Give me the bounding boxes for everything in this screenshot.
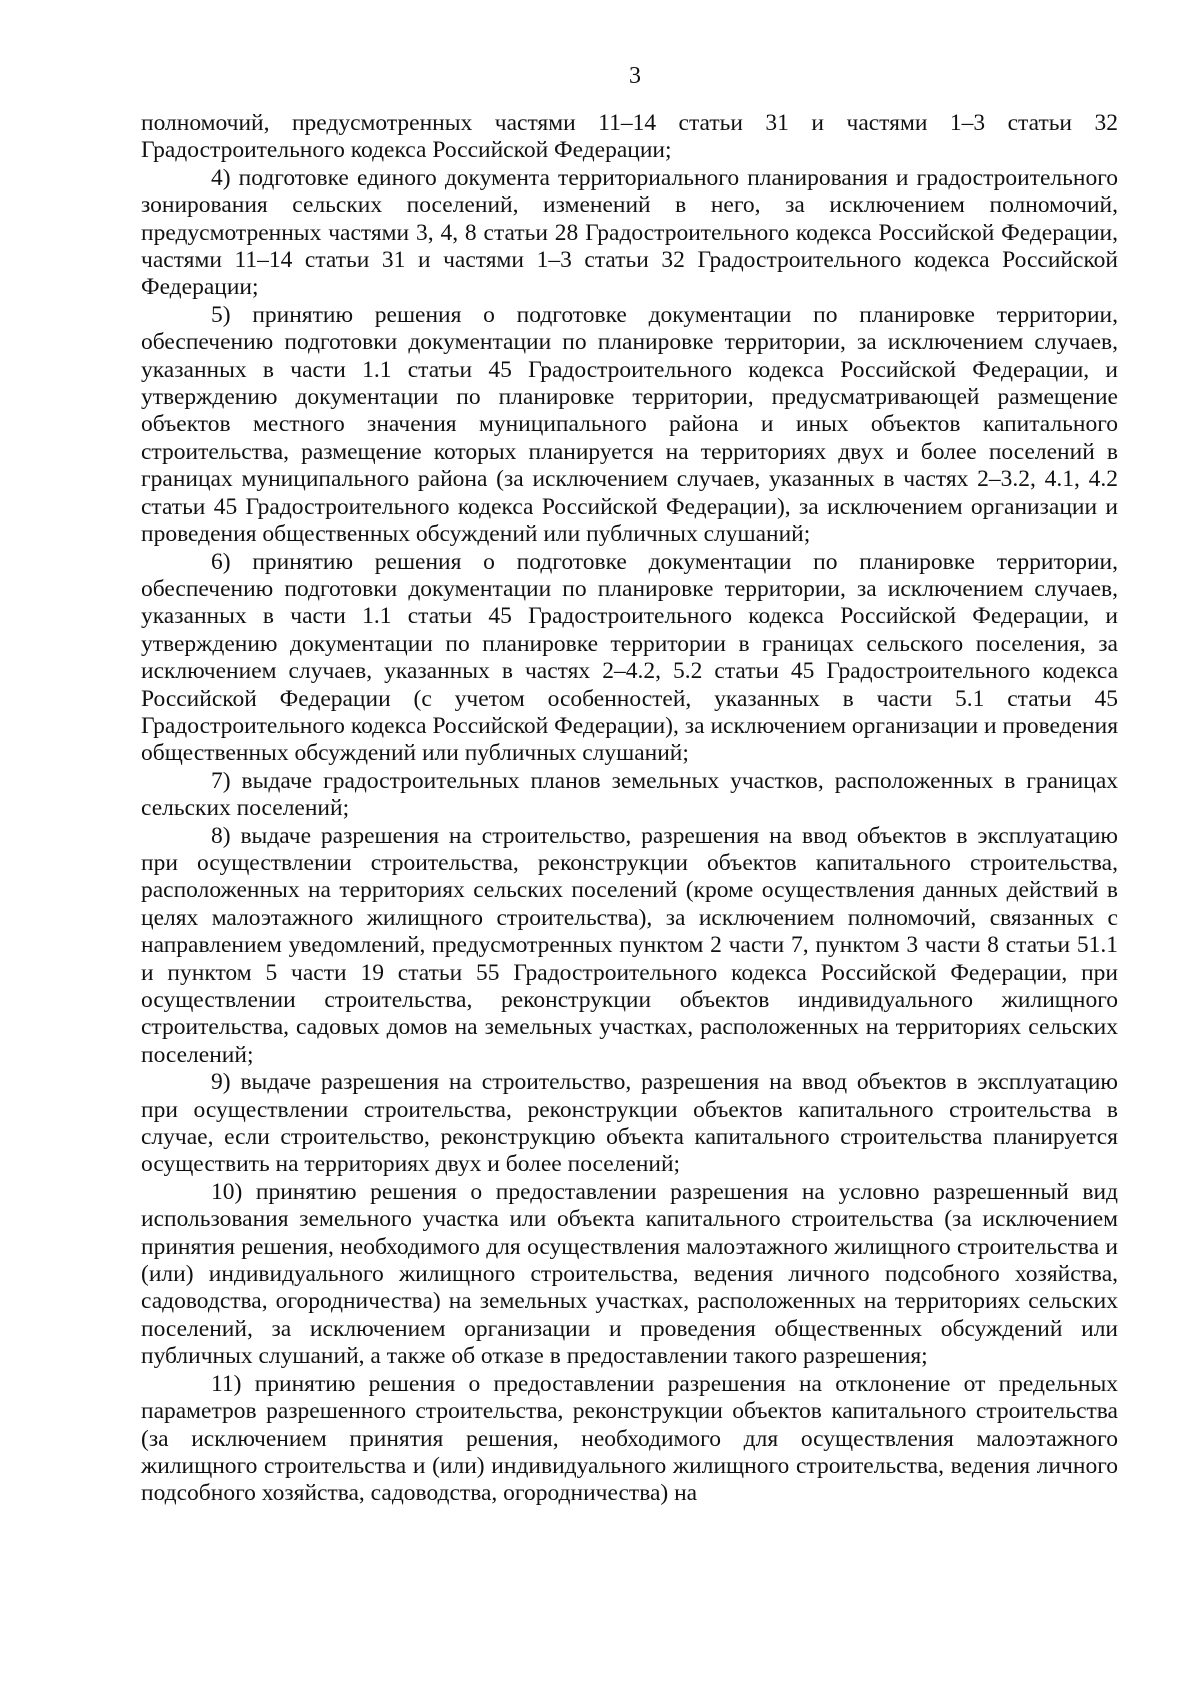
document-body [141,110,1118,1508]
page-number: 3 [629,63,641,89]
paragraph-item-5: 5) принятию решения о подготовке документации по планировке территории, обеспечению подготовки документации по планировке территории, за исключением случаев, указанных в части 1.1 статьи 45 Градостроительного кодекса Российской Федерации, и утверждению документации по планировке территории, предусматривающей размещение объектов местного значения муниципального района и иных объектов капитального строительства, размещение которых планируется на территориях двух и более поселений в границах муниципального района (за исключением случаев, указанных в частях 2–3.2, 4.1, 4.2 статьи 45 Градостроительного кодекса Российской Федерации), за исключением организации и проведения общественных обсуждений или публичных слушаний; [141,301,1118,548]
paragraph-item-4: 4) подготовке единого документа территориального планирования и градостроительного зонирования сельских поселений, изменений в него, за исключением полномочий, предусмотренных частями 3, 4, 8 статьи 28 Градостроительного кодекса Российской Федерации, частями 11–14 статьи 31 и частями 1–3 статьи 32 Градостроительного кодекса Российской Федерации; [141,164,1118,301]
paragraph-item-7: 7) выдаче градостроительных планов земельных участков, расположенных в границах сельских поселений; [141,767,1118,822]
paragraph-item-10: 10) принятию решения о предоставлении разрешения на условно разрешенный вид использования земельного участка или объекта капитального строительства (за исключением принятия решения, необходимого для осуществления малоэтажного жилищного строительства и (или) индивидуального жилищного строительства, ведения личного подсобного хозяйства, садоводства, огородничества) на земельных участках, расположенных на территориях сельских поселений, за исключением организации и проведения общественных обсуждений или публичных слушаний, а также об отказе в предоставлении такого разрешения; [141,1178,1118,1370]
paragraph-continuation: полномочий, предусмотренных частями 11–14 статьи 31 и частями 1–3 статьи 32 Градостроительного кодекса Российской Федерации; [141,110,1118,164]
paragraph-item-9: 9) выдаче разрешения на строительство, разрешения на ввод объектов в эксплуатацию при осуществлении строительства, реконструкции объектов капитального строительства в случае, если строительство, реконструкцию объекта капитального строительства планируется осуществить на территориях двух и более поселений; [141,1069,1118,1178]
paragraph-item-8: 8) выдаче разрешения на строительство, разрешения на ввод объектов в эксплуатацию при осуществлении строительства, реконструкции объектов капитального строительства, расположенных на территориях сельских поселений (кроме осуществления данных действий в целях малоэтажного жилищного строительства), за исключением полномочий, связанных с направлением уведомлений, предусмотренных пунктом 2 части 7, пунктом 3 части 8 статьи 51.1 и пунктом 5 части 19 статьи 55 Градостроительного кодекса Российской Федерации, при осуществлении строительства, реконструкции объектов индивидуального жилищного строительства, садовых домов на земельных участках, расположенных на территориях сельских поселений; [141,822,1118,1068]
paragraph-item-11: 11) принятию решения о предоставлении разрешения на отклонение от предельных параметров разрешенного строительства, реконструкции объектов капитального строительства (за исключением принятия решения, необходимого для осуществления малоэтажного жилищного строительства и (или) индивидуального жилищного строительства, ведения личного подсобного хозяйства, садоводства, огородничества) на [141,1370,1118,1507]
paragraph-item-6: 6) принятию решения о подготовке документации по планировке территории, обеспечению подготовки документации по планировке территории, за исключением случаев, указанных в части 1.1 статьи 45 Градостроительного кодекса Российской Федерации, и утверждению документации по планировке территории в границах сельского поселения, за исключением случаев, указанных в частях 2–4.2, 5.2 статьи 45 Градостроительного кодекса Российской Федерации (с учетом особенностей, указанных в части 5.1 статьи 45 Градостроительного кодекса Российской Федерации), за исключением организации и проведения общественных обсуждений или публичных слушаний; [141,548,1118,767]
